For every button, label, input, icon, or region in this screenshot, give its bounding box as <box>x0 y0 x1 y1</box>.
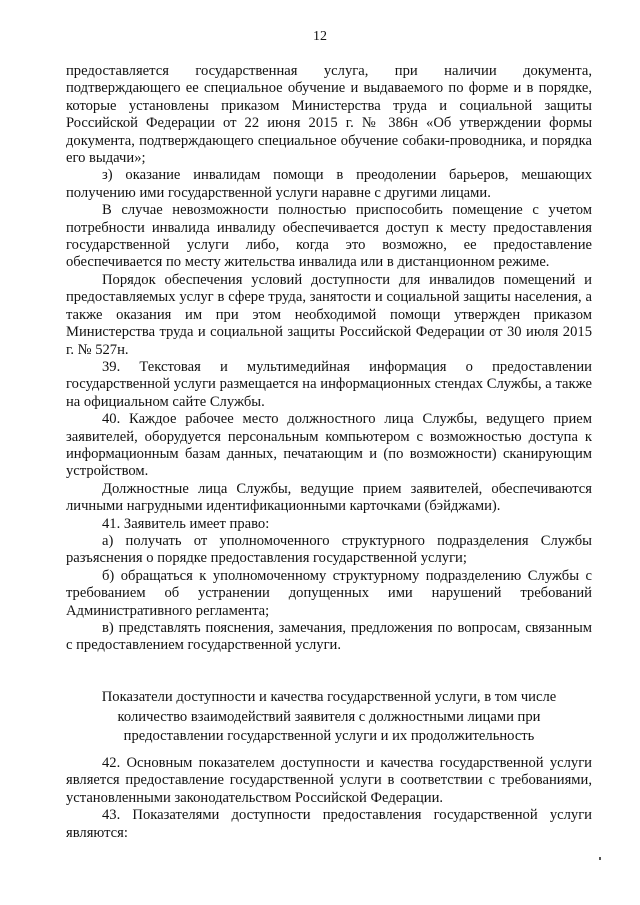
body-section-2 <box>66 755 592 842</box>
paragraph: б) обращаться к уполномоченному структурному подразделению Службы с требованием об устранении допущенных ими нарушений требований Административного регламента; <box>66 567 592 619</box>
paragraph: а) получать от уполномоченного структурного подразделения Службы разъяснения о порядке предоставления государственной услуги; <box>66 532 592 567</box>
heading-line: предоставлении государственной услуги и их продолжительность <box>123 728 535 744</box>
section-heading <box>66 688 592 747</box>
paragraph: 43. Показателями доступности предоставления государственной услуги являются: <box>66 807 592 841</box>
page-number: 12 <box>313 29 327 44</box>
paragraph: 40. Каждое рабочее место должностного лица Службы, ведущего прием заявителей, оборудуется персональным компьютером с возможностью доступа к информационным базам данных, печатающим и (по возможности) сканирующим устройством. <box>66 411 592 480</box>
heading-line: количество взаимодействий заявителя с должностными лицами при <box>117 708 541 725</box>
scan-artifact <box>599 857 601 860</box>
body-section-1 <box>66 63 592 655</box>
paragraph: В случае невозможности полностью приспособить помещение с учетом потребности инвалида инвалиду обеспечивается доступ к месту предоставления государственной услуги либо, когда это возможно, ее предоставление обеспечивается по месту жительства инвалида или в дистанционном режиме. <box>66 202 592 271</box>
paragraph: предоставляется государственная услуга, при наличии документа, подтверждающего ее специальное обучение и выдаваемого по форме и в порядке, которые установлены приказом Министерства труда и социальной защиты Российской Федерации от 22 июня 2015 г. № 386н «Об утверждении формы документа, подтверждающего специальное обучение собаки-проводника, и порядка его выдачи»; <box>66 63 592 167</box>
paragraph: Должностные лица Службы, ведущие прием заявителей, обеспечиваются личными нагрудными идентификационными карточками (бэйджами). <box>66 480 592 515</box>
paragraph: в) представлять пояснения, замечания, предложения по вопросам, связанным с предоставлением государственной услуги. <box>66 620 592 654</box>
paragraph: з) оказание инвалидам помощи в преодолении барьеров, мешающих получению ими государственной услуги наравне с другими лицами. <box>66 167 592 201</box>
heading-line: Показатели доступности и качества государственной услуги, в том числе <box>101 689 557 705</box>
paragraph: 42. Основным показателем доступности и качества государственной услуги является предоставление государственной услуги в соответствии с требованиями, установленными законодательством Российской Федерации. <box>66 755 592 806</box>
paragraph: 41. Заявитель имеет право: <box>102 515 270 532</box>
paragraph: Порядок обеспечения условий доступности для инвалидов помещений и предоставляемых услуг в сфере труда, занятости и социальной защиты населения, а также оказания им при этом необходимой помощи утвержден приказом Министерства труда и социальной защиты Российской Федерации от 30 июля 2015 г. № 527н. <box>66 271 592 358</box>
paragraph: 39. Текстовая и мультимедийная информация о предоставлении государственной услуги размещается на информационных стендах Службы, а также на официальном сайте Службы. <box>66 358 592 410</box>
